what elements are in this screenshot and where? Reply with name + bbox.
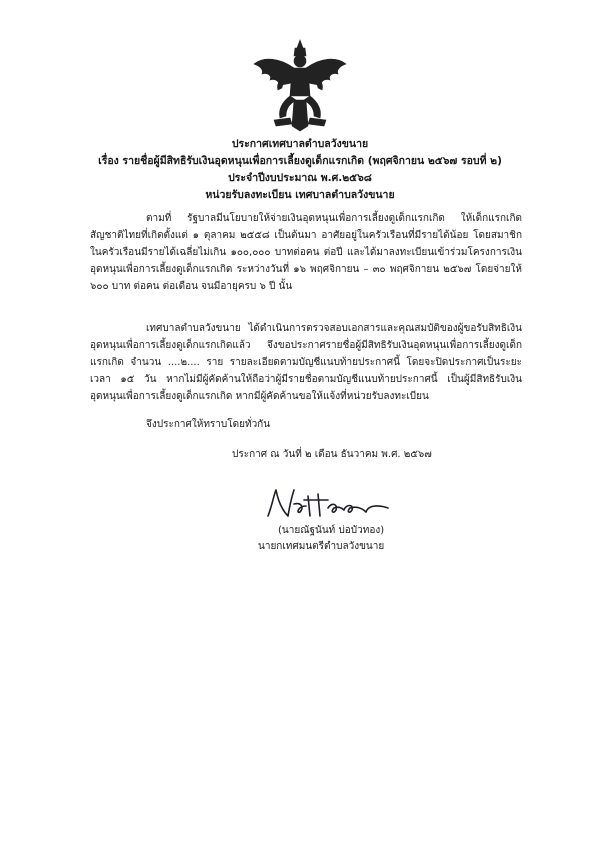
signer-name: (นายณัฐนันท์ บ่อบัวทอง) [278, 525, 385, 536]
issuer-title: ประกาศเทศบาลตำบลวังขนาย [231, 138, 369, 150]
signer-position: นายกเทศมนตรีตำบลวังขนาย [258, 541, 385, 552]
announcement-subject: เรื่อง รายชื่อผู้มีสิทธิรับเงินอุดหนุนเพื่อการเลี้ยงดูเด็กแรกเกิด (พฤศจิกายน ๒๕๖๗ รอบที่ ๒) [98, 155, 502, 167]
body-paragraph-1 [90, 210, 522, 295]
paragraph-2-text: เทศบาลตำบลวังขนาย ได้ดำเนินการตรวจสอบเอกสารและคุณสมบัติของผู้ขอรับสิทธิเงินอุดหนุนเพื่อการเลี้ยงดูเด็กแรกเกิดแล้ว จึงขอประกาศรายชื่อผู้มีสิทธิรับเงินอุดหนุนเพื่อการเลี้ยงดูเด็กแรกเกิด จำนวน ....๒.... ราย รายละเอียดตามบัญชีแนบท้ายประกาศนี้ โดยจะปิดประกาศเป็นระยะเวลา ๑๕ วัน หากไม่มีผู้คัดค้านให้ถือว่าผู้มีรายชื่อตามบัญชีแนบท้ายประกาศนี้ เป็นผู้มีสิทธิรับเงินอุดหนุนเพื่อการเลี้ยงดูเด็กแรกเกิด หากมีผู้คัดค้านขอให้แจ้งที่หน่วยรับลงทะเบียน [90, 323, 522, 402]
announcement-header [0, 136, 600, 204]
fiscal-year: ประจำปีงบประมาณ พ.ศ.๒๕๖๘ [228, 172, 372, 184]
announcement-date: ประกาศ ณ วันที่ ๒ เดือน ธันวาคม พ.ศ. ๒๕๖๗ [232, 449, 432, 460]
garuda-emblem-icon [250, 38, 350, 132]
closing-statement: จึงประกาศให้ทราบโดยทั่วกัน [146, 419, 271, 430]
handwritten-signature [258, 486, 398, 524]
paragraph-1-text: ตามที่ รัฐบาลมีนโยบายให้จ่ายเงินอุดหนุนเพื่อการเลี้ยงดูเด็กแรกเกิด ให้เด็กแรกเกิดสัญชาติไทยที่เกิดตั้งแต่ ๑ ตุลาคม ๒๕๕๘ เป็นต้นมา อาศัยอยู่ในครัวเรือนที่มีรายได้น้อย โดยสมาชิกในครัวเรือนมีรายได้เฉลี่ยไม่เกิน ๑๐๐,๐๐๐ บาทต่อคน ต่อปี และได้มาลงทะเบียนเข้าร่วมโครงการเงินอุดหนุนเพื่อการเลี้ยงดูเด็กแรกเกิด ระหว่างวันที่ ๑๖ พฤศจิกายน – ๓๐ พฤศจิกายน ๒๕๖๗ โดยจ่ายให้ ๖๐๐ บาท ต่อคน ต่อเดือน จนมีอายุครบ ๖ ปี นั้น [90, 213, 522, 292]
registration-unit: หน่วยรับลงทะเบียน เทศบาลตำบลวังขนาย [205, 189, 395, 201]
body-paragraph-2 [90, 320, 522, 405]
